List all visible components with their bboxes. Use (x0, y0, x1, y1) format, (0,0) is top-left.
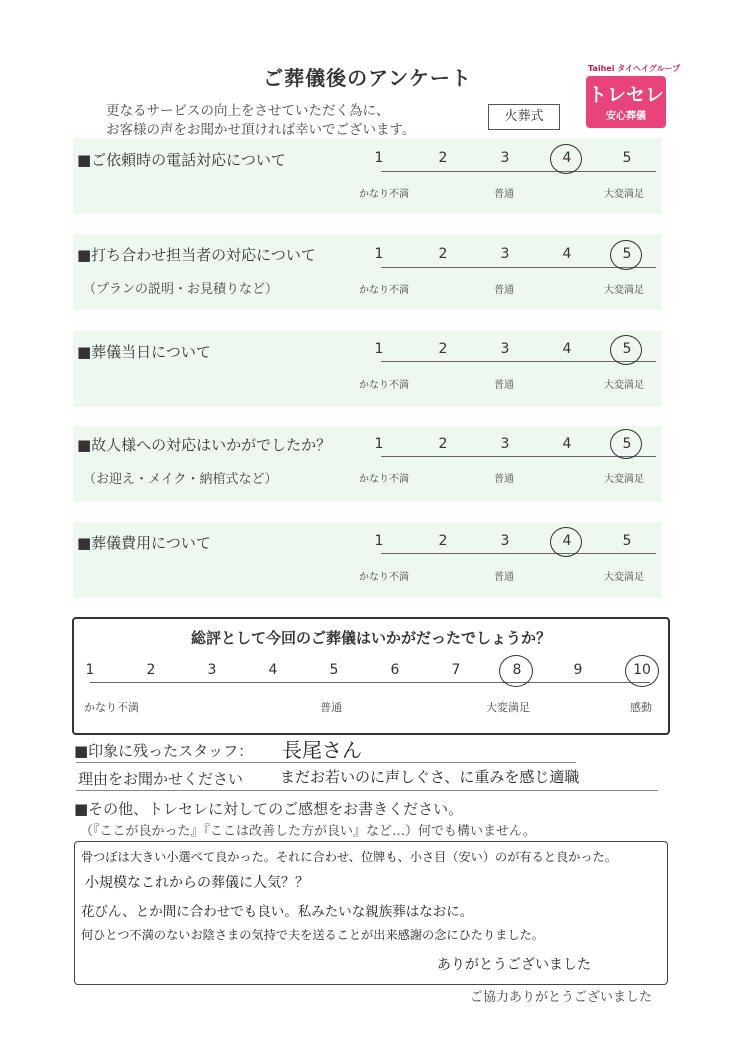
question-1 (73, 138, 662, 214)
rating-5[interactable]: 5 (622, 150, 632, 166)
comments-hint: （『ここが良かった』『ここは改善した方が良い』など…）何でも構いません。 (80, 824, 536, 839)
scale-mid-label: 普通 (494, 285, 514, 296)
intro-line-2: お客様の声をお聞かせ頂ければ幸いでございます。 (106, 122, 416, 138)
selected-overall-10-circle (625, 655, 659, 687)
question-5 (73, 522, 662, 598)
scale-high-label: 大変満足 (604, 189, 644, 200)
overall-rating-9[interactable]: 9 (573, 662, 583, 678)
scale-mid-label: 普通 (494, 474, 514, 485)
comments-box (74, 841, 668, 985)
overall-mid-label: 普通 (320, 701, 342, 714)
rating-2[interactable]: 2 (438, 150, 448, 166)
overall-title: 総評として今回のご葬儀はいかがだったでしょうか？ (190, 629, 551, 647)
rating-1[interactable]: 1 (374, 341, 384, 357)
scale-high-label: 大変満足 (604, 572, 644, 583)
overall-rating-box (72, 617, 670, 735)
rating-2[interactable]: 2 (438, 436, 448, 452)
rating-line (381, 171, 656, 172)
rating-2[interactable]: 2 (438, 246, 448, 262)
overall-rating-8[interactable]: 8 (512, 662, 522, 678)
selected-rating-circle (610, 429, 642, 459)
overall-rating-1[interactable]: 1 (85, 662, 95, 678)
rating-3[interactable]: 3 (500, 246, 510, 262)
question-4-subtitle: （お迎え・メイク・納棺式など） (83, 472, 278, 487)
reason-label: 理由をお聞かせください (78, 770, 244, 788)
rating-line (381, 553, 656, 554)
overall-rating-3[interactable]: 3 (207, 662, 217, 678)
rating-line (381, 267, 656, 268)
question-3-title: ■葬儀当日について (77, 343, 211, 361)
overall-rating-10[interactable]: 10 (633, 662, 651, 678)
rating-5[interactable]: 5 (622, 533, 632, 549)
scale-high-label: 大変満足 (604, 380, 644, 391)
overall-rating-4[interactable]: 4 (268, 662, 278, 678)
reason-underline (76, 790, 658, 791)
selected-overall-8-circle (499, 655, 533, 687)
scale-mid-label: 普通 (494, 572, 514, 583)
scale-low-label: かなり不満 (359, 285, 409, 296)
rating-4[interactable]: 4 (562, 341, 572, 357)
intro-line-1: 更なるサービスの向上をさせていただく為に、 (106, 103, 390, 119)
question-4 (73, 426, 662, 502)
rating-3[interactable]: 3 (500, 341, 510, 357)
selected-rating-circle (550, 144, 582, 174)
rating-4[interactable]: 4 (562, 150, 572, 166)
selected-rating-circle (610, 240, 642, 270)
overall-top-label: 感動 (630, 701, 652, 714)
logo-sub-text: 安心葬儀 (606, 111, 646, 122)
question-4-title: ■故人様への対応はいかがでしたか？ (77, 436, 332, 454)
staff-label: ■印象に残ったスタッフ： (74, 742, 254, 760)
overall-rating-5[interactable]: 5 (329, 662, 339, 678)
scale-low-label: かなり不満 (359, 572, 409, 583)
rating-3[interactable]: 3 (500, 436, 510, 452)
rating-5[interactable]: 5 (622, 341, 632, 357)
rating-4[interactable]: 4 (562, 436, 572, 452)
overall-rating-line (90, 682, 650, 683)
rating-2[interactable]: 2 (438, 341, 448, 357)
scale-low-label: かなり不満 (359, 189, 409, 200)
staff-name: 長尾さん (282, 738, 362, 762)
rating-1[interactable]: 1 (374, 533, 384, 549)
reason-text: まだお若いのに声しぐさ、に重みを感じ適職 (280, 768, 580, 786)
rating-5[interactable]: 5 (622, 246, 632, 262)
rating-3[interactable]: 3 (500, 533, 510, 549)
rating-1[interactable]: 1 (374, 436, 384, 452)
ceremony-type-badge: 火葬式 (488, 104, 560, 130)
overall-rating-7[interactable]: 7 (451, 662, 461, 678)
comment-line-1: 骨つぼは大きい小選べて良かった。それに合わせ、位牌も、小さ目（安い）のが有ると良かった。 (81, 850, 617, 864)
question-2 (73, 234, 662, 310)
rating-line (381, 456, 656, 457)
question-2-title: ■打ち合わせ担当者の対応について (77, 246, 316, 264)
comment-line-4: 何ひとつ不満のないお陰さまの気持で夫を送ることが出来感謝の念にひたりました。 (81, 928, 544, 942)
rating-4[interactable]: 4 (562, 533, 572, 549)
staff-underline (76, 762, 576, 763)
rating-5[interactable]: 5 (622, 436, 632, 452)
selected-rating-circle (610, 335, 642, 365)
scale-high-label: 大変満足 (604, 285, 644, 296)
comments-label: ■その他、トレセレに対してのご感想をお書きください。 (74, 800, 464, 818)
scale-mid-label: 普通 (494, 380, 514, 391)
question-3 (73, 331, 662, 407)
page-title: ご葬儀後のアンケート (263, 66, 472, 90)
rating-4[interactable]: 4 (562, 246, 572, 262)
group-name: Taihei タイヘイグループ (588, 64, 681, 73)
comment-line-5: ありがとうございました (437, 957, 591, 973)
comment-line-2: 小規模なこれからの葬儀に人気？？ (85, 875, 309, 891)
rating-1[interactable]: 1 (374, 150, 384, 166)
selected-rating-circle (550, 527, 582, 557)
overall-low-label: かなり不満 (84, 701, 139, 714)
overall-rating-6[interactable]: 6 (390, 662, 400, 678)
rating-1[interactable]: 1 (374, 246, 384, 262)
overall-high-label: 大変満足 (486, 701, 530, 714)
scale-low-label: かなり不満 (359, 474, 409, 485)
logo-main-text: トレセレ (587, 84, 664, 106)
comment-line-3: 花びん、とか間に合わせでも良い。私みたいな親族葬はなおに。 (81, 904, 474, 920)
question-1-title: ■ご依頼時の電話対応について (77, 151, 286, 169)
rating-2[interactable]: 2 (438, 533, 448, 549)
intro-text (106, 102, 415, 140)
question-5-title: ■葬儀費用について (77, 534, 211, 552)
question-2-subtitle: （プランの説明・お見積りなど） (83, 282, 279, 297)
overall-rating-2[interactable]: 2 (146, 662, 156, 678)
scale-mid-label: 普通 (494, 189, 514, 200)
brand-logo (586, 76, 666, 128)
footer-thanks: ご協力ありがとうございました (470, 990, 653, 1005)
scale-low-label: かなり不満 (359, 380, 409, 391)
rating-3[interactable]: 3 (500, 150, 510, 166)
scale-high-label: 大変満足 (604, 474, 644, 485)
